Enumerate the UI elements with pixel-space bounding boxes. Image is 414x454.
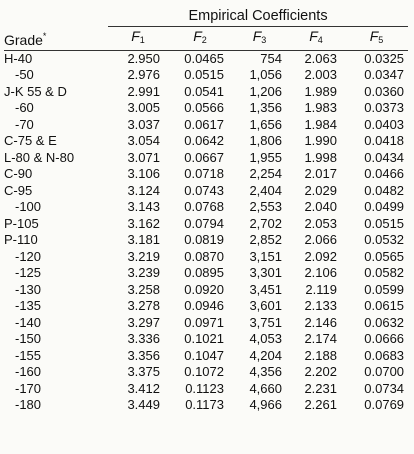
grade-cell: -125 <box>15 265 42 280</box>
grade-cell: L-80 & N-80 <box>4 149 75 165</box>
table-row <box>4 381 408 398</box>
table-row <box>4 183 408 200</box>
grade-cell: -155 <box>15 347 42 363</box>
coefficient-letter: F <box>131 28 140 44</box>
f1-cell: 3.297 <box>127 314 160 330</box>
coefficient-letter: F <box>193 28 202 44</box>
f5-cell: 0.0434 <box>364 149 405 165</box>
table-row <box>4 50 408 67</box>
f3-cell: 3,151 <box>249 248 282 264</box>
f4-cell: 2.133 <box>304 298 337 313</box>
table-header <box>4 6 408 50</box>
table-row <box>4 265 408 282</box>
f5-cell: 0.0632 <box>364 314 405 330</box>
f2-cell: 0.1047 <box>184 347 224 363</box>
table-row <box>4 117 408 134</box>
f3-cell: 4,356 <box>249 364 282 379</box>
table-row <box>4 84 408 101</box>
grade-cell: -130 <box>15 281 42 297</box>
f5-cell: 0.0700 <box>364 364 405 379</box>
f5-cell: 0.0515 <box>364 215 405 231</box>
f4-cell: 1.990 <box>304 133 337 148</box>
f5-cell: 0.0347 <box>364 67 405 82</box>
coefficient-subscript: 5 <box>378 35 384 45</box>
coefficient-f4-header <box>287 28 345 50</box>
f5-cell: 0.0418 <box>364 133 405 148</box>
empirical-coefficients-table <box>4 6 408 414</box>
grade-cell: -180 <box>15 397 42 412</box>
f3-cell: 3,301 <box>249 265 282 280</box>
f1-cell: 3.037 <box>127 116 160 132</box>
f3-cell: 1,356 <box>249 100 282 115</box>
f5-cell: 0.0532 <box>364 232 405 247</box>
f4-cell: 2.174 <box>304 331 337 346</box>
coefficient-subscript: 4 <box>317 35 323 45</box>
f4-cell: 2.119 <box>305 281 337 297</box>
coefficient-f5-header <box>345 28 408 50</box>
empirical-coefficients-title: Empirical Coefficients <box>188 7 328 24</box>
coefficient-f2-header <box>168 28 232 50</box>
f5-cell: 0.0325 <box>364 50 405 66</box>
f4-cell: 2.040 <box>304 199 337 214</box>
f3-cell: 3,751 <box>249 314 282 330</box>
table-row <box>4 315 408 332</box>
f2-cell: 0.0541 <box>184 83 224 99</box>
f2-cell: 0.0895 <box>184 265 224 280</box>
f2-cell: 0.0566 <box>184 100 224 115</box>
f5-cell: 0.0482 <box>364 182 405 198</box>
f2-cell: 0.0920 <box>184 281 224 297</box>
table-row <box>4 282 408 299</box>
f4-cell: 1.989 <box>304 83 337 99</box>
coefficient-f1-header <box>108 28 168 50</box>
grade-footnote-marker: * <box>42 31 47 41</box>
f1-cell: 3.219 <box>127 248 160 264</box>
column-header-row <box>4 28 408 50</box>
f1-cell: 3.162 <box>127 215 160 231</box>
f3-cell: 2,702 <box>249 215 282 231</box>
f4-cell: 2.106 <box>304 265 337 280</box>
f2-cell: 0.0465 <box>184 50 224 66</box>
table-row <box>4 133 408 150</box>
f5-cell: 0.0373 <box>364 100 405 115</box>
f3-cell: 754 <box>260 50 282 66</box>
grade-cell: -70 <box>15 116 34 132</box>
f1-cell: 2.976 <box>127 67 160 82</box>
grade-cell: -50 <box>15 67 34 82</box>
f1-cell: 3.106 <box>127 166 160 181</box>
f5-cell: 0.0582 <box>364 265 405 280</box>
grade-cell: -135 <box>15 298 42 313</box>
f2-cell: 0.0743 <box>184 182 224 198</box>
f4-cell: 1.983 <box>304 100 337 115</box>
grade-cell: -60 <box>15 100 34 115</box>
f1-cell: 3.124 <box>127 182 160 198</box>
grade-cell: H-40 <box>4 50 33 66</box>
table-row <box>4 232 408 249</box>
f2-cell: 0.1072 <box>184 364 224 379</box>
grade-cell: C-75 & E <box>4 133 57 148</box>
f4-cell: 2.231 <box>304 380 337 396</box>
f3-cell: 1,656 <box>249 116 282 132</box>
grade-header-spacer <box>4 6 108 27</box>
f4-cell: 2.066 <box>304 232 337 247</box>
f1-cell: 3.054 <box>127 133 160 148</box>
f5-cell: 0.0666 <box>364 331 405 346</box>
grade-cell: C-95 <box>4 182 33 198</box>
table-row <box>4 331 408 348</box>
grade-cell: -150 <box>15 331 42 346</box>
f2-cell: 0.0667 <box>184 149 224 165</box>
f2-cell: 0.0971 <box>184 314 224 330</box>
f2-cell: 0.0768 <box>184 199 224 214</box>
f2-cell: 0.0819 <box>184 232 224 247</box>
table-row <box>4 249 408 266</box>
f1-cell: 3.449 <box>127 397 160 412</box>
grade-cell: -160 <box>15 364 42 379</box>
f5-cell: 0.0360 <box>364 83 405 99</box>
f1-cell: 3.356 <box>127 347 160 363</box>
f2-cell: 0.0617 <box>184 116 224 132</box>
f1-cell: 2.950 <box>127 50 160 66</box>
f4-cell: 2.188 <box>304 347 337 363</box>
f5-cell: 0.0499 <box>364 199 405 214</box>
f5-cell: 0.0683 <box>364 347 405 363</box>
f3-cell: 1,955 <box>249 149 282 165</box>
grade-cell: P-110 <box>4 232 38 247</box>
f5-cell: 0.0565 <box>364 248 405 264</box>
f4-cell: 2.261 <box>304 397 337 412</box>
f5-cell: 0.0466 <box>364 166 405 181</box>
f3-cell: 4,660 <box>249 380 282 396</box>
f4-cell: 1.998 <box>304 149 337 165</box>
f1-cell: 3.239 <box>127 265 160 280</box>
f4-cell: 2.017 <box>304 166 337 181</box>
grade-cell: P-105 <box>4 215 39 231</box>
f5-cell: 0.0734 <box>364 380 405 396</box>
f3-cell: 1,806 <box>249 133 282 148</box>
f4-cell: 1.984 <box>304 116 337 132</box>
table-row <box>4 166 408 183</box>
coefficient-f3-header <box>232 28 287 50</box>
f3-cell: 4,204 <box>249 347 282 363</box>
f2-cell: 0.0946 <box>184 298 224 313</box>
grade-column-header <box>4 28 108 50</box>
f1-cell: 3.375 <box>127 364 160 379</box>
grade-cell: J-K 55 & D <box>4 83 67 99</box>
f3-cell: 4,966 <box>249 397 282 412</box>
coefficient-subscript: 1 <box>139 35 145 45</box>
f4-cell: 2.029 <box>304 182 337 198</box>
f2-cell: 0.0642 <box>184 133 224 148</box>
f2-cell: 0.0718 <box>184 166 224 181</box>
f4-cell: 2.092 <box>304 248 337 264</box>
f3-cell: 4,053 <box>249 331 282 346</box>
f1-cell: 3.181 <box>127 232 160 247</box>
grade-header-label: Grade <box>4 32 43 48</box>
f1-cell: 2.991 <box>127 83 160 99</box>
grade-cell: -120 <box>15 248 42 264</box>
table-row <box>4 348 408 365</box>
f4-cell: 2.202 <box>304 364 337 379</box>
f5-cell: 0.0403 <box>364 116 405 132</box>
coefficient-letter: F <box>309 28 318 44</box>
f3-cell: 3,451 <box>249 281 282 297</box>
f4-cell: 2.053 <box>304 215 337 231</box>
f3-cell: 2,553 <box>249 199 282 214</box>
f5-cell: 0.0615 <box>364 298 405 313</box>
coefficient-subscript: 3 <box>261 35 267 45</box>
f5-cell: 0.0599 <box>364 281 405 297</box>
grade-cell: -140 <box>15 314 42 330</box>
f3-cell: 2,404 <box>249 182 282 198</box>
f1-cell: 3.143 <box>127 199 160 214</box>
f4-cell: 2.063 <box>304 50 337 66</box>
table-row <box>4 397 408 414</box>
grade-cell: C-90 <box>4 166 33 181</box>
f2-cell: 0.0794 <box>184 215 224 231</box>
f3-cell: 3,601 <box>249 298 282 313</box>
grade-cell: -170 <box>15 380 42 396</box>
f2-cell: 0.0870 <box>184 248 224 264</box>
table-row <box>4 298 408 315</box>
coefficient-letter: F <box>252 28 262 44</box>
table-row <box>4 364 408 381</box>
grade-cell: -100 <box>15 199 42 214</box>
f4-cell: 2.146 <box>304 314 337 330</box>
f1-cell: 3.258 <box>127 281 160 297</box>
f5-cell: 0.0769 <box>364 397 405 412</box>
f1-cell: 3.336 <box>127 331 160 346</box>
f3-cell: 2,852 <box>249 232 282 247</box>
table-row <box>4 199 408 216</box>
f2-cell: 0.0515 <box>184 67 224 82</box>
table-body <box>4 50 408 414</box>
f1-cell: 3.071 <box>127 149 160 165</box>
f1-cell: 3.278 <box>127 298 160 313</box>
f3-cell: 1,206 <box>249 83 282 99</box>
table-row <box>4 216 408 233</box>
table-row <box>4 150 408 167</box>
f2-cell: 0.1173 <box>185 397 224 412</box>
f3-cell: 2,254 <box>249 166 282 181</box>
f4-cell: 2.003 <box>304 67 337 82</box>
f1-cell: 3.412 <box>127 380 160 396</box>
table-row <box>4 100 408 117</box>
f1-cell: 3.005 <box>127 100 160 115</box>
f2-cell: 0.1021 <box>184 331 224 346</box>
f2-cell: 0.1123 <box>185 380 224 396</box>
table-row <box>4 67 408 84</box>
coefficient-subscript: 2 <box>201 35 207 45</box>
f3-cell: 1,056 <box>249 67 282 82</box>
coefficient-letter: F <box>369 28 379 44</box>
group-title-row <box>4 6 408 27</box>
